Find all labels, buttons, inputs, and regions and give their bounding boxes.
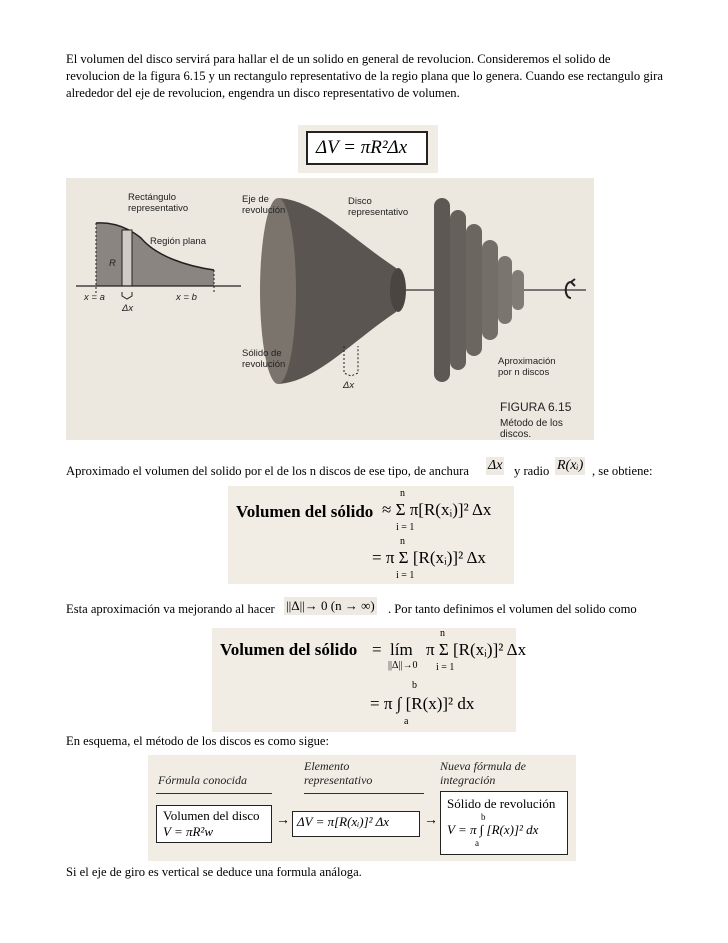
disc-2 bbox=[450, 210, 466, 370]
formula-scan bbox=[298, 125, 438, 173]
eq2-bottom: i = 1 bbox=[436, 662, 455, 673]
eq2-lhs: Volumen del sólido bbox=[220, 640, 358, 659]
scheme-paragraph: En esquema, el método de los discos es como sigue: bbox=[66, 734, 330, 748]
plane-region bbox=[96, 223, 214, 286]
eq2-int-bottom: a bbox=[404, 716, 409, 727]
scheme-diagram bbox=[148, 755, 576, 861]
eq1-lhs: Volumen del sólido bbox=[236, 502, 374, 521]
scheme-known-label: Fórmula conocida bbox=[158, 773, 247, 787]
label-disc: Disco representativo bbox=[348, 196, 409, 218]
scheme-arrow-1: → bbox=[276, 813, 290, 828]
scheme-box2-text: ΔV = π[R(xᵢ)]² Δx bbox=[297, 814, 389, 829]
label-approximation: Aproximación por n discos bbox=[498, 356, 556, 378]
eq1-line1: ≈ Σ π[R(xᵢ)]² Δx bbox=[382, 500, 492, 519]
eq2-int-top: b bbox=[412, 680, 417, 691]
eq2-lim-sub: ||Δ||→0 bbox=[388, 660, 418, 671]
eq2-eq: = bbox=[372, 640, 382, 659]
eq2-lim: lím bbox=[390, 640, 413, 659]
scheme-box3-line1: Sólido de revolución bbox=[447, 796, 556, 811]
disc-3 bbox=[466, 224, 482, 356]
representative-rectangle bbox=[122, 230, 132, 286]
eq1-line2: = π Σ [R(xᵢ)]² Δx bbox=[372, 548, 486, 567]
scheme-box1-line2: V = πR²w bbox=[163, 824, 214, 839]
dx-brace-solid bbox=[344, 346, 358, 376]
label-axis: Eje de revolución bbox=[242, 194, 286, 216]
scheme-box3-int-top: b bbox=[481, 812, 486, 822]
figure-6-15 bbox=[66, 178, 594, 440]
label-rectangle: Rectángulo representativo bbox=[128, 192, 189, 214]
intro-paragraph: El volumen del disco servirá para hallar el de un solido en general de revolucion. Consideremos el solido de revolucion de la figura 6.15 y un rectangulo representativo de la regio plana que lo genera. Cuando ese rectangulo gira alrededor del eje de revolucion, engendra un disco representativo de volumen. bbox=[66, 52, 663, 100]
improve-after: . Por tanto definimos el volumen del solido como bbox=[388, 602, 637, 616]
eq1-bottom2: i = 1 bbox=[396, 570, 415, 581]
label-xb: x = b bbox=[176, 292, 197, 303]
label-xa: x = a bbox=[84, 292, 105, 303]
label-solid: Sólido de revolución bbox=[242, 348, 286, 370]
vertical-paragraph: Si el eje de giro es vertical se deduce una formula análoga. bbox=[66, 865, 362, 879]
dx-brace-plot bbox=[122, 292, 132, 299]
equation-1 bbox=[228, 486, 514, 584]
label-dx-solid: Δx bbox=[343, 380, 355, 391]
scheme-arrow-2: → bbox=[424, 813, 438, 828]
improve-before: Esta aproximación va mejorando al hacer bbox=[66, 602, 275, 616]
scheme-element-label: Elemento representativo bbox=[304, 759, 373, 787]
label-dx: Δx bbox=[122, 303, 134, 314]
scheme-box1-line1: Volumen del disco bbox=[163, 808, 260, 823]
dx-inline: Δx bbox=[488, 458, 503, 473]
scheme-box3-int-bottom: a bbox=[475, 838, 479, 848]
eq1-top2: n bbox=[400, 536, 405, 547]
figure-caption-title: FIGURA 6.15 bbox=[500, 400, 572, 414]
limit-inline: ||Δ||→ 0 (n → ∞) bbox=[286, 598, 375, 613]
eq1-top: n bbox=[400, 488, 405, 499]
eq1-bottom: i = 1 bbox=[396, 522, 415, 533]
label-R: R bbox=[109, 258, 116, 269]
scheme-new-label: Nueva fórmula de integración bbox=[440, 759, 526, 787]
scheme-box-2 bbox=[292, 811, 420, 837]
radius-inline: R(xᵢ) bbox=[557, 458, 584, 473]
scheme-box-1 bbox=[156, 805, 272, 843]
eq2-line2: = π ∫ [R(x)]² dx bbox=[370, 694, 475, 713]
equation-2 bbox=[212, 628, 527, 732]
approx-after: , se obtiene: bbox=[592, 464, 653, 478]
approx-mid: y radio bbox=[514, 464, 550, 478]
formula-text: ΔV = πR²Δx bbox=[316, 137, 408, 158]
eq2-top: n bbox=[440, 628, 445, 639]
disc-5 bbox=[498, 256, 512, 324]
disc-4 bbox=[482, 240, 498, 340]
label-region: Región plana bbox=[150, 236, 206, 247]
rotation-arrow bbox=[566, 279, 575, 298]
approx-before: Aproximado el volumen del solido por el de los n discos de ese tipo, de anchura bbox=[66, 464, 469, 478]
solid-end bbox=[390, 268, 406, 312]
scheme-box3-line2: V = π ∫ [R(x)]² dx bbox=[447, 822, 539, 837]
eq2-line1: π Σ [R(xᵢ)]² Δx bbox=[426, 640, 527, 659]
scheme-box-3 bbox=[440, 791, 568, 855]
disc-1 bbox=[434, 198, 450, 382]
figure-caption-sub: Método de los discos. bbox=[500, 418, 563, 440]
disc-6 bbox=[512, 270, 524, 310]
formula-box bbox=[306, 131, 428, 165]
